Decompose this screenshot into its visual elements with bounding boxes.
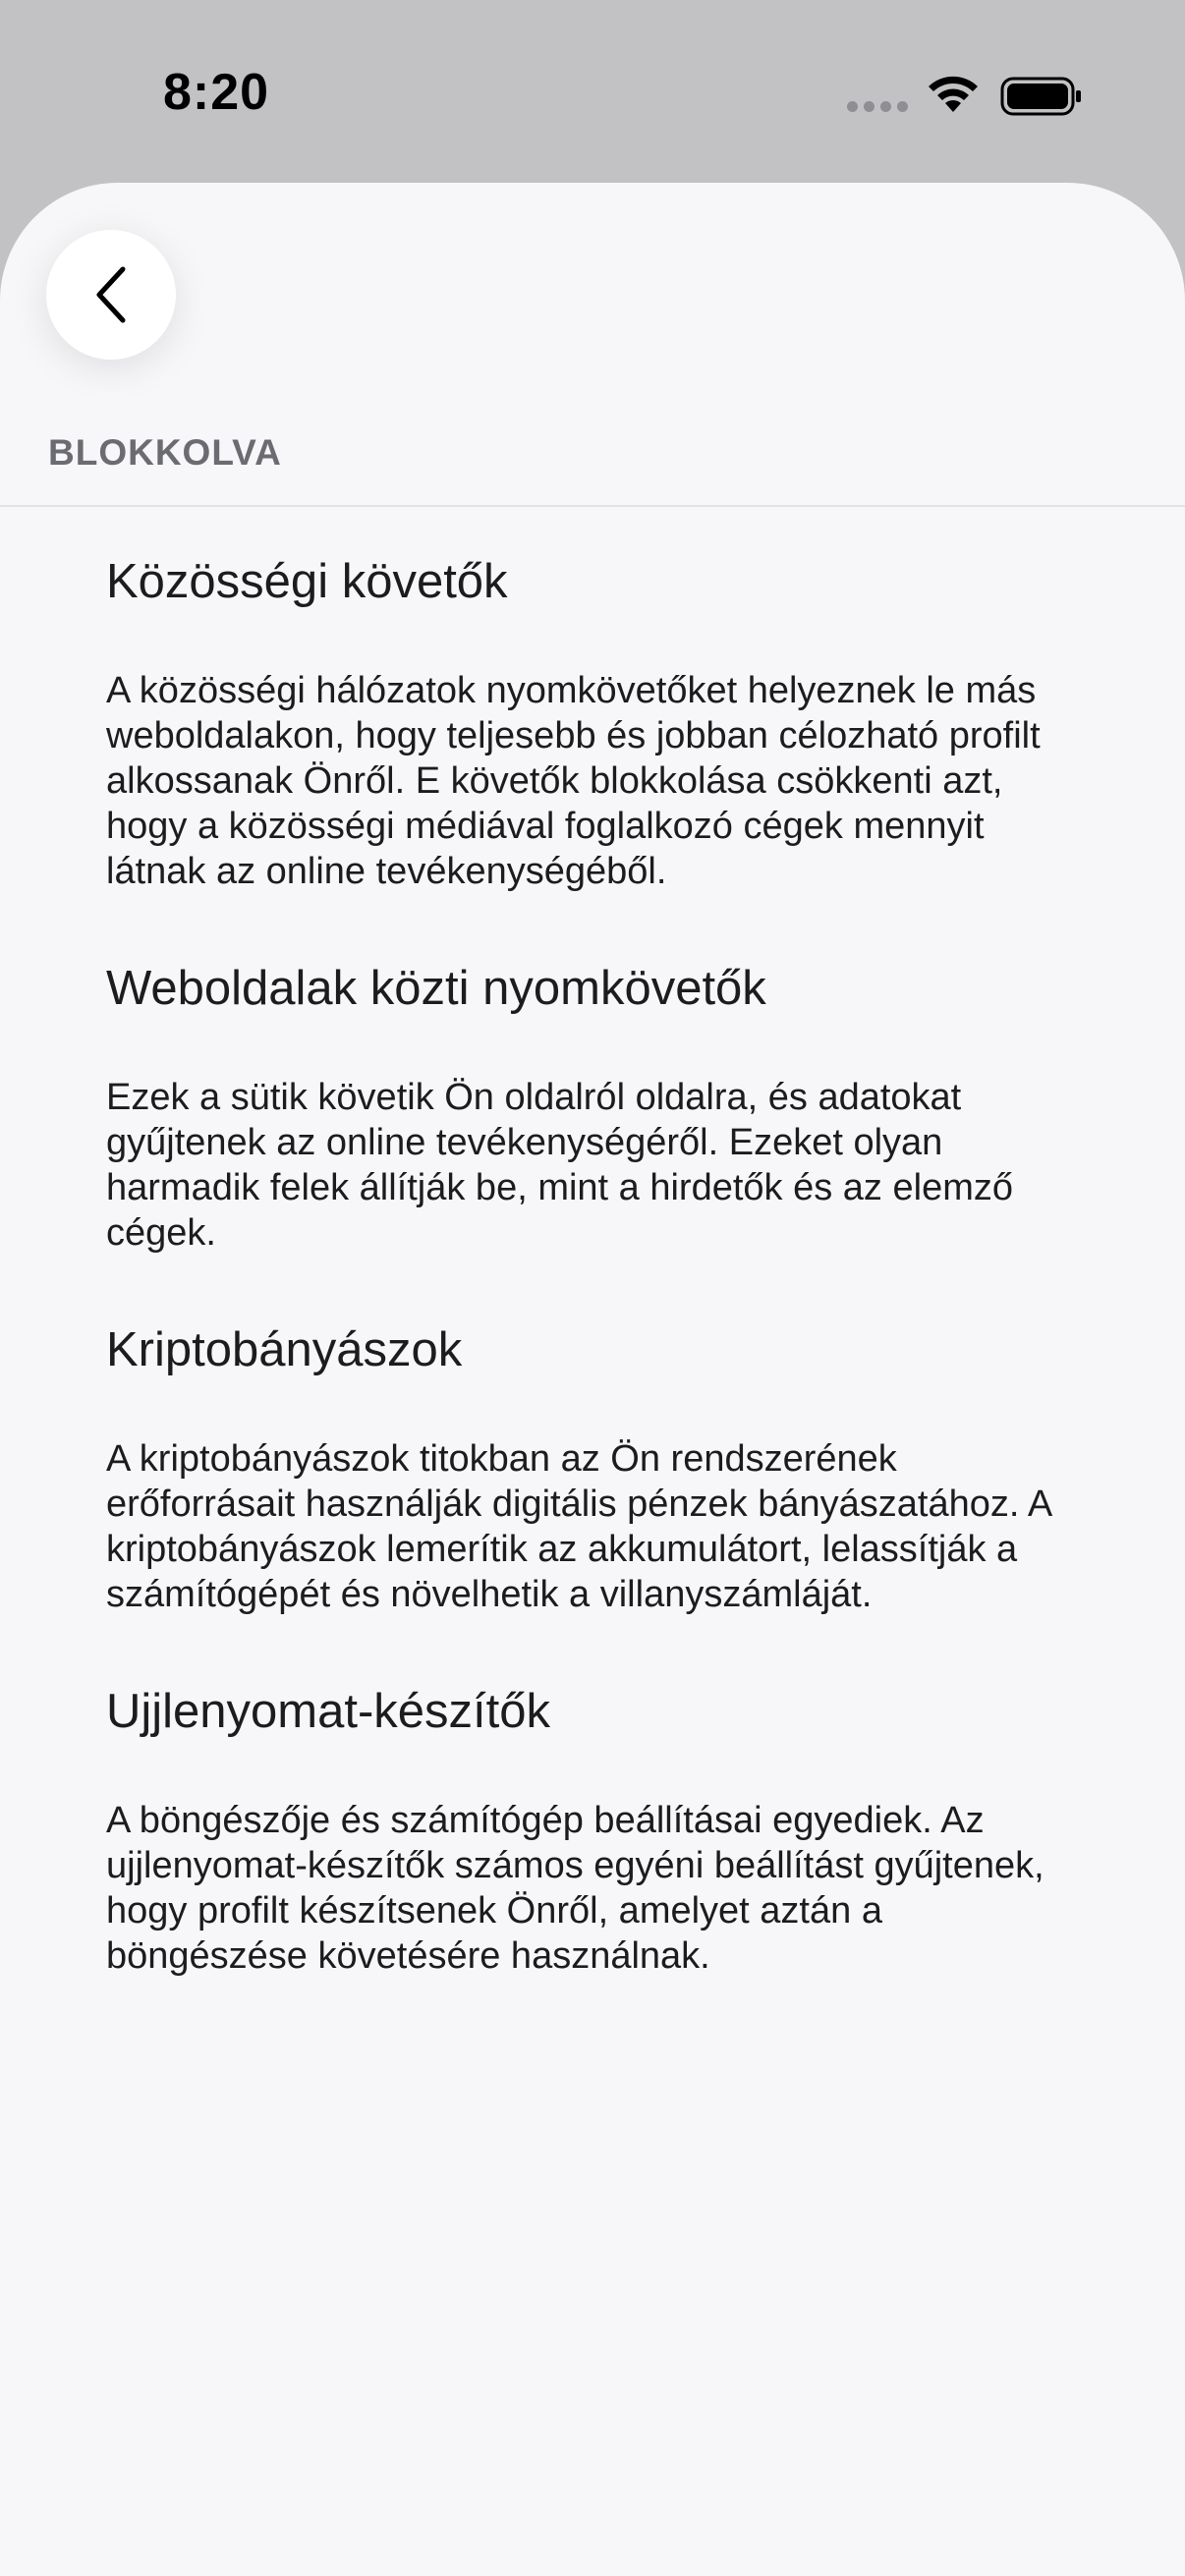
- status-time: 8:20: [163, 64, 270, 121]
- tracker-description: A közösségi hálózatok nyomkövetőket helyeznek le más weboldalakon, hogy teljesebb és jobban célozható profilt alkossanak Önről. E követők blokkolása csökkenti azt, hogy a közösségi médiával foglalkozó cégek mennyit látnak az online tevékenységéből.: [106, 670, 1041, 892]
- battery-icon: [1000, 77, 1083, 116]
- tracker-description: A kriptobányászok titokban az Ön rendszerének erőforrásait használják digitális pénzek bányászatához. A kriptobányászok lemerítik az akkumulátort, lelassítják a számítógépét és növelhetik a villanyszámláját.: [106, 1438, 1051, 1615]
- tracker-item-fingerprinters: [106, 1682, 1089, 1979]
- tracker-title: Közösségi követők: [106, 555, 508, 608]
- tracker-title: Weboldalak közti nyomkövetők: [106, 962, 766, 1015]
- tracker-description: Ezek a sütik követik Ön oldalról oldalra, és adatokat gyűjtenek az online tevékenységéről. Ezeket olyan harmadik felek állítják be, mint a hirdetők és az elemző cégek.: [106, 1077, 1013, 1254]
- wifi-icon: [926, 73, 981, 114]
- tracker-title: Ujjlenyomat-készítők: [106, 1685, 551, 1738]
- chevron-left-icon: [91, 265, 131, 324]
- status-bar: [0, 0, 1185, 183]
- back-button[interactable]: [46, 230, 176, 360]
- tracker-description: A böngészője és számítógép beállításai egyediek. Az ujjlenyomat-készítők számos egyéni beállítást gyűjtenek, hogy profilt készítsenek Önről, amelyet aztán a böngészése követésére használnak.: [106, 1800, 1044, 1977]
- signal-dots-icon: [847, 101, 908, 112]
- tracker-list: [106, 552, 1089, 1979]
- tracker-item-cross-site: [106, 959, 1089, 1256]
- divider: [0, 505, 1185, 507]
- tracker-item-cryptominers: [106, 1320, 1089, 1617]
- tracker-title: Kriptobányászok: [106, 1323, 463, 1376]
- tracker-item-social: [106, 552, 1089, 894]
- section-header: BLOKKOLVA: [48, 432, 282, 473]
- tracker-info-sheet: [0, 183, 1185, 2576]
